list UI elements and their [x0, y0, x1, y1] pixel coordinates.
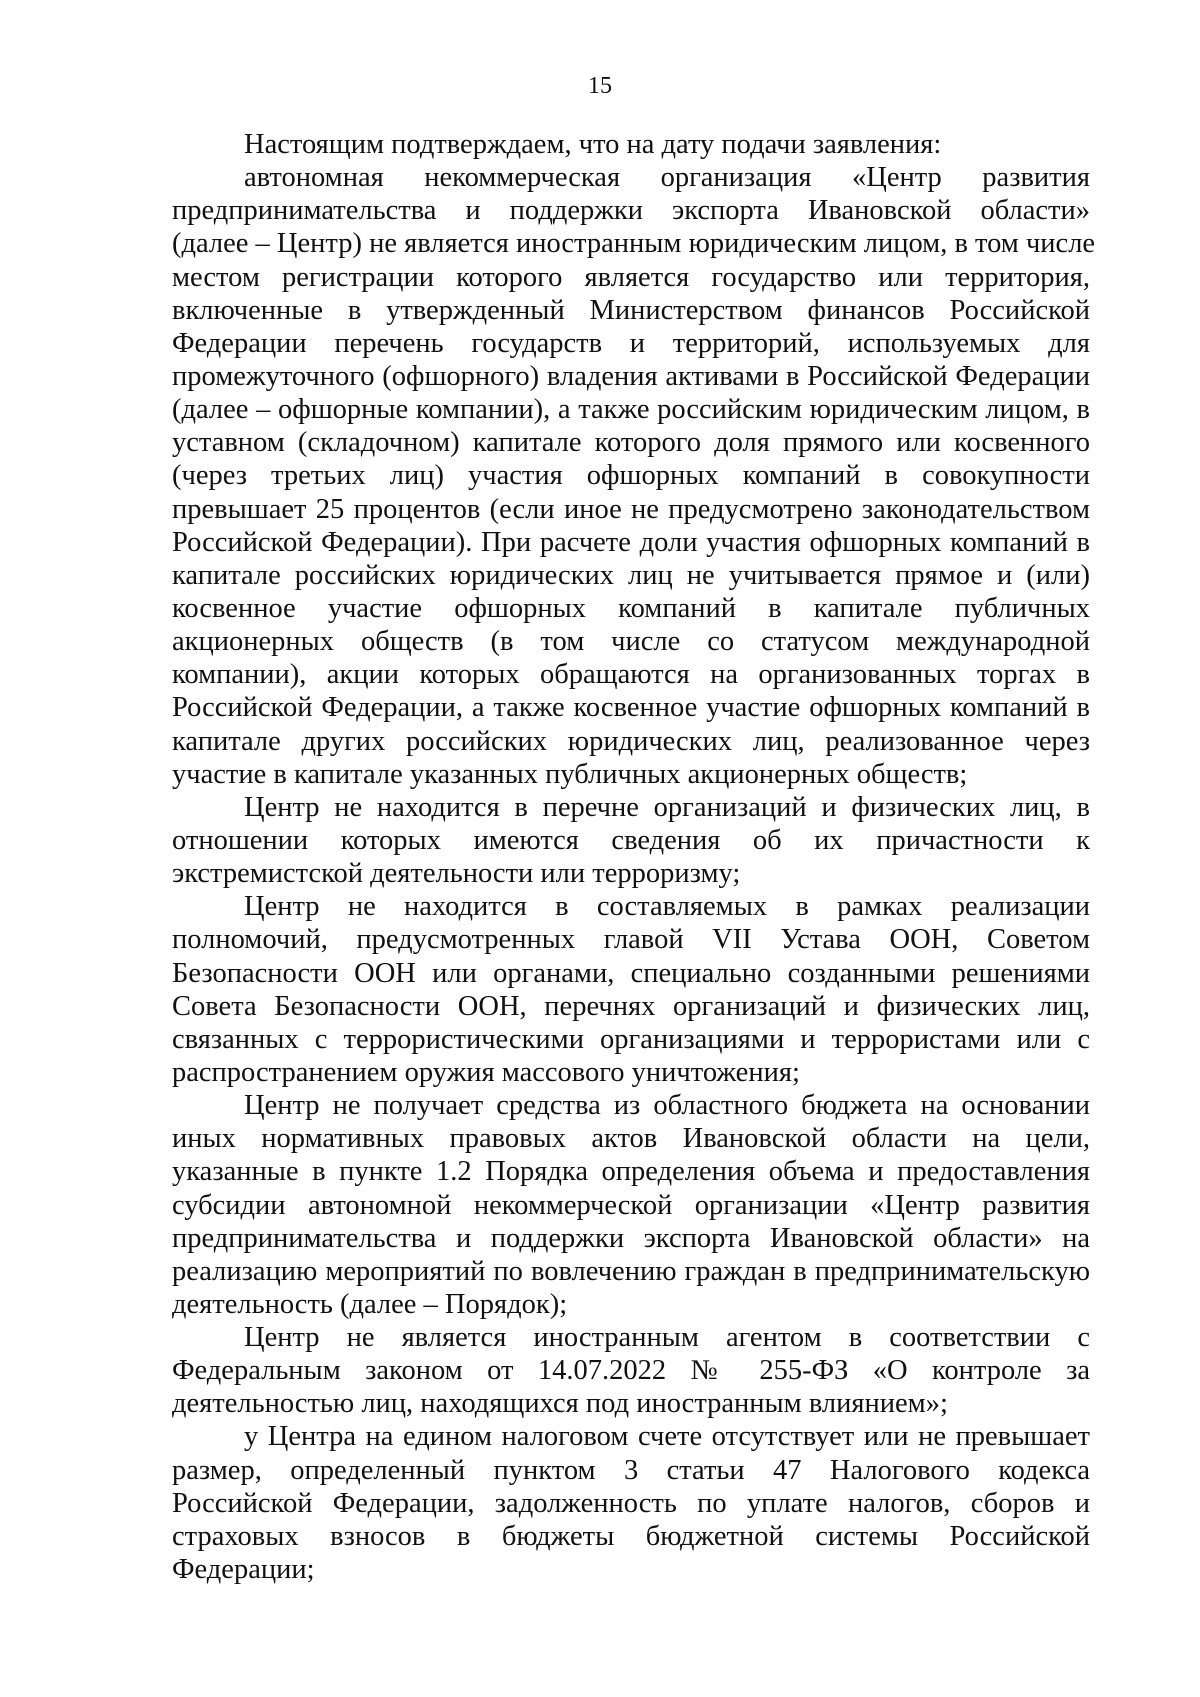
paragraph-line: связанных с террористическими организациями и террористами или с — [172, 1023, 1090, 1055]
document-body — [172, 128, 1096, 1586]
paragraph-line: Российской Федерации, а также косвенное участие офшорных компаний в — [172, 692, 1090, 724]
paragraph-line: экстремистской деятельности или терроризму; — [172, 858, 741, 890]
paragraph-line: превышает 25 процентов (если иное не предусмотрено законодательством — [172, 493, 1090, 525]
paragraph-line: Безопасности ООН или органами, специально созданными решениями — [172, 957, 1090, 989]
paragraph-line: распространением оружия массового уничтожения; — [172, 1056, 800, 1088]
paragraph-line: отношении которых имеются сведения об их причастности к — [172, 824, 1090, 856]
paragraph-line: Совета Безопасности ООН, перечнях организаций и физических лиц, — [172, 990, 1090, 1022]
paragraph-line: размер, определенный пунктом 3 статьи 47 Налогового кодекса — [172, 1454, 1090, 1486]
paragraph-line: страховых взносов в бюджеты бюджетной системы Российской — [172, 1520, 1090, 1552]
paragraph-line: Центр не находится в перечне организаций и физических лиц, в — [244, 791, 1090, 823]
paragraph-line: уставном (складочном) капитале которого доля прямого или косвенного — [172, 427, 1090, 459]
paragraph-line: промежуточного (офшорного) владения активами в Российской Федерации — [172, 360, 1090, 392]
paragraph-line: автономная некоммерческая организация «Центр развития — [244, 162, 1090, 194]
paragraph-line: капитале других российских юридических лиц, реализованное через — [172, 725, 1090, 757]
paragraph-line: Центр не получает средства из областного бюджета на основании — [244, 1090, 1090, 1122]
paragraph-line: деятельность (далее – Порядок); — [172, 1288, 568, 1320]
paragraph-line: полномочий, предусмотренных главой VII Устава ООН, Советом — [172, 924, 1090, 956]
paragraph-line: (далее – Центр) не является иностранным юридическим лицом, в том числе — [172, 228, 1096, 260]
paragraph-line: предпринимательства и поддержки экспорта Ивановской области» на — [172, 1222, 1090, 1254]
paragraph-line: иных нормативных правовых актов Ивановской области на цели, — [172, 1123, 1090, 1155]
paragraph-line: участие в капитале указанных публичных акционерных обществ; — [172, 758, 968, 790]
paragraph-line: реализацию мероприятий по вовлечению граждан в предпринимательскую — [172, 1255, 1090, 1287]
paragraph-line: капитале российских юридических лиц не учитывается прямое и (или) — [172, 559, 1090, 591]
paragraph-line: субсидии автономной некоммерческой организации «Центр развития — [172, 1189, 1090, 1221]
paragraph-line: Центр не находится в составляемых в рамках реализации — [244, 891, 1090, 923]
paragraph-line: Настоящим подтверждаем, что на дату подачи заявления: — [244, 129, 942, 160]
paragraph-line: указанные в пункте 1.2 Порядка определения объема и предоставления — [172, 1156, 1090, 1188]
paragraph-line: Российской Федерации). При расчете доли участия офшорных компаний в — [172, 526, 1090, 558]
paragraph-line: Федерации; — [172, 1554, 315, 1586]
paragraph-line: акционерных обществ (в том числе со статусом международной — [172, 626, 1090, 658]
paragraph-line: включенные в утвержденный Министерством финансов Российской — [172, 294, 1090, 326]
page-number: 15 — [588, 73, 612, 99]
paragraph-line: Федерации перечень государств и территорий, используемых для — [172, 327, 1090, 359]
paragraph-line: косвенное участие офшорных компаний в капитале публичных — [172, 592, 1090, 624]
paragraph-line: (далее – офшорные компании), а также российским юридическим лицом, в — [172, 394, 1090, 426]
paragraph-line: Центр не является иностранным агентом в соответствии с — [244, 1322, 1090, 1354]
paragraph-line: у Центра на едином налоговом счете отсутствует или не превышает — [244, 1421, 1090, 1453]
paragraph-line: Федеральным законом от 14.07.2022 № 255-ФЗ «О контроле за — [172, 1355, 1090, 1387]
paragraph-line: предпринимательства и поддержки экспорта Ивановской области» — [172, 195, 1090, 227]
paragraph-line: Российской Федерации, задолженность по уплате налогов, сборов и — [172, 1487, 1090, 1519]
paragraph-line: компании), акции которых обращаются на организованных торгах в — [172, 659, 1090, 691]
paragraph-line: местом регистрации которого является государство или территория, — [172, 261, 1090, 293]
paragraph-line: деятельностью лиц, находящихся под иностранным влиянием»; — [172, 1388, 948, 1420]
paragraph-line: (через третьих лиц) участия офшорных компаний в совокупности — [172, 460, 1090, 492]
